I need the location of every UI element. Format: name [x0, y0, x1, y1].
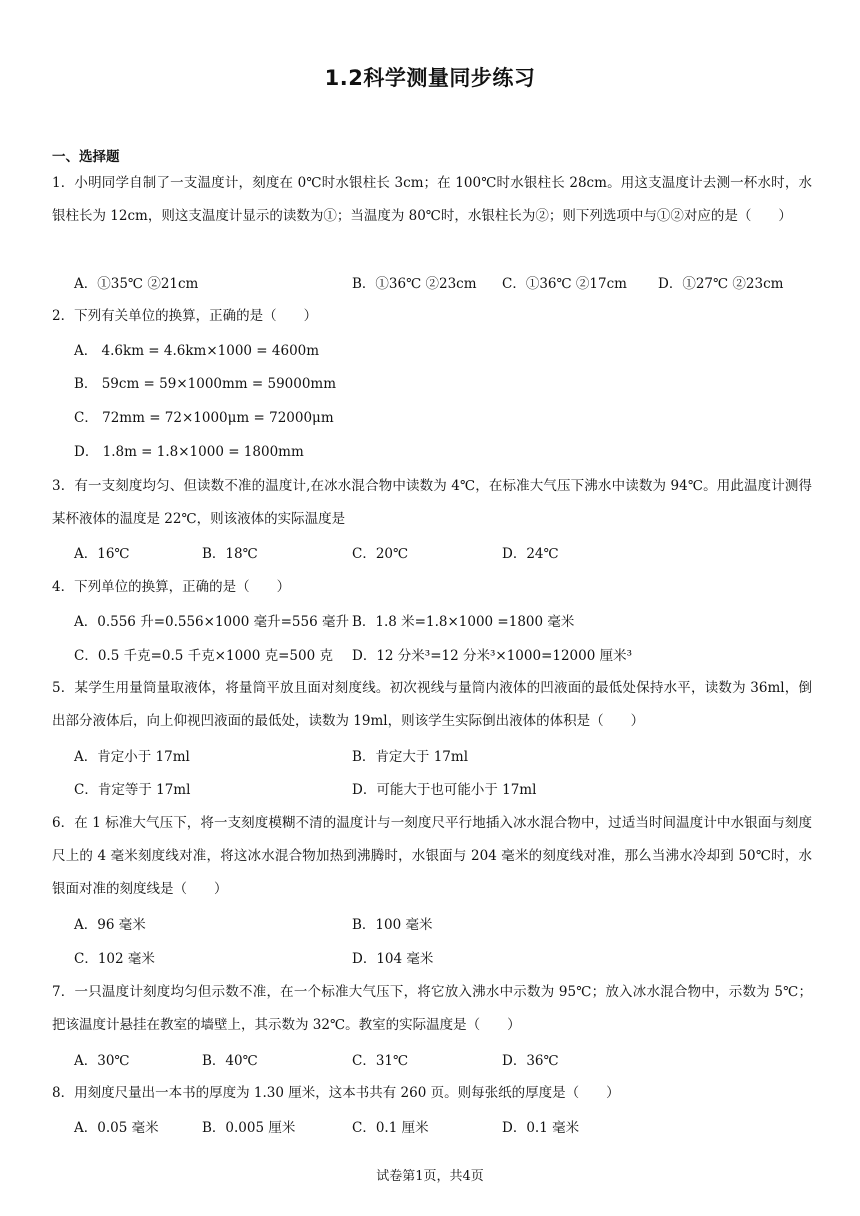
option-b: B．18℃ [202, 546, 258, 562]
option-c: C．①36℃ ②17cm [502, 276, 627, 292]
option-a: A．0.556 升=0.556×1000 毫升=556 毫升 [74, 614, 349, 630]
option-d: D． 1.8m = 1.8×1000 = 1800mm [74, 444, 304, 460]
question-stem: 7．一只温度计刻度均匀但示数不准，在一个标准大气压下，将它放入沸水中示数为 95℃；放入冰水混合物中，示数为 5℃；把该温度计悬挂在教室的墙壁上，其示数为 32℃。教室的实际温度是（ ） [52, 984, 812, 1033]
question-stem: 3．有一支刻度均匀、但读数不准的温度计,在冰水混合物中读数为 4℃，在标准大气压下沸水中读数为 94℃。用此温度计测得某杯液体的温度是 22℃，则该液体的实际温度是 [52, 478, 812, 527]
option-d: D．可能大于也可能小于 17ml [352, 782, 537, 798]
option-b: B．①36℃ ②23cm [352, 276, 477, 292]
section-heading: 一、选择题 [52, 149, 120, 165]
option-c: C．20℃ [352, 546, 409, 562]
question-stem: 6．在 1 标准大气压下，将一支刻度模糊不清的温度计与一刻度尺平行地插入冰水混合物中，过适当时间温度计中水银面与刻度尺上的 4 毫米刻度线对准，将这冰水混合物加热到沸腾时，水银面与 204 毫米的刻度线对准，那么当沸水冷却到 50℃时，水银面对准的刻度线是（ ） [52, 815, 812, 897]
option-a: A．96 毫米 [74, 917, 146, 933]
question-stem: 4．下列单位的换算，正确的是（ ） [52, 579, 291, 595]
option-c: C．102 毫米 [74, 951, 155, 967]
question-stem: 8．用刻度尺量出一本书的厚度为 1.30 厘米，这本书共有 260 页。则每张纸的厚度是（ ） [52, 1085, 620, 1101]
option-a: A．0.05 毫米 [74, 1120, 159, 1136]
option-a: A．①35℃ ②21cm [74, 276, 199, 292]
option-a: A． 4.6km = 4.6km×1000 = 4600m [74, 343, 320, 359]
option-d: D．24℃ [502, 546, 559, 562]
option-c: C．0.5 千克=0.5 千克×1000 克=500 克 [74, 648, 333, 664]
option-b: B．0.005 厘米 [202, 1120, 296, 1136]
question-stem: 2．下列有关单位的换算，正确的是（ ） [52, 308, 318, 324]
option-b: B．40℃ [202, 1053, 258, 1069]
option-b: B． 59cm = 59×1000mm = 59000mm [74, 376, 337, 392]
option-d: D．104 毫米 [352, 951, 434, 967]
option-d: D．①27℃ ②23cm [658, 276, 784, 292]
page-footer: 试卷第1页，共4页 [376, 1169, 484, 1184]
option-d: D．36℃ [502, 1053, 559, 1069]
option-d: D．0.1 毫米 [502, 1120, 580, 1136]
page-title: 1.2科学测量同步练习 [324, 66, 536, 90]
option-a: A．肯定小于 17ml [74, 749, 190, 765]
option-c: C． 72mm = 72×1000μm = 72000μm [74, 410, 334, 426]
option-c: C．0.1 厘米 [352, 1120, 429, 1136]
option-a: A．30℃ [74, 1053, 130, 1069]
question-stem: 1．小明同学自制了一支温度计，刻度在 0℃时水银柱长 3cm；在 100℃时水银柱长 28cm。用这支温度计去测一杯水时，水银柱长为 12cm，则这支温度计显示的读数为①；当温度为 80℃时，水银柱长为②；则下列选项中与①②对应的是（ ） [52, 175, 812, 224]
question-stem: 5．某学生用量筒量取液体，将量筒平放且面对刻度线。初次视线与量筒内液体的凹液面的最低处保持水平，读数为 36ml，倒出部分液体后，向上仰视凹液面的最低处，读数为 19ml，则该学生实际倒出液体的体积是（ ） [52, 680, 812, 729]
option-c: C．31℃ [352, 1053, 409, 1069]
option-d: D．12 分米³=12 分米³×1000=12000 厘米³ [352, 648, 633, 664]
option-b: B．肯定大于 17ml [352, 749, 469, 765]
option-a: A．16℃ [74, 546, 130, 562]
option-b: B．1.8 米=1.8×1000 =1800 毫米 [352, 614, 575, 630]
option-b: B．100 毫米 [352, 917, 433, 933]
option-c: C．肯定等于 17ml [74, 782, 191, 798]
